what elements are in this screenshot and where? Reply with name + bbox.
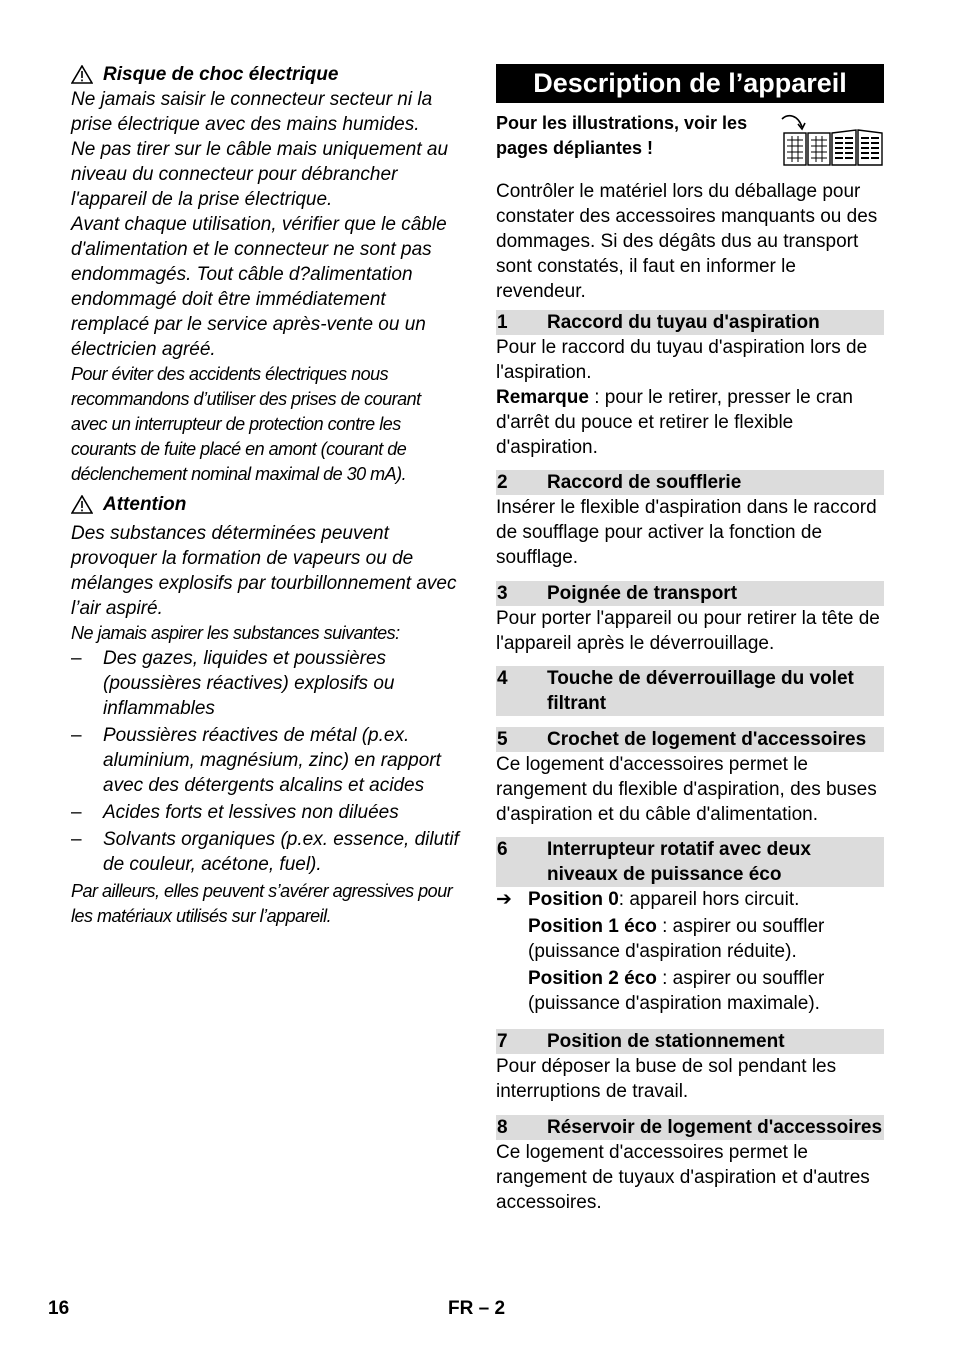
section-heading-6: 6 Interrupteur rotatif avec deux niveaux de puissance éco bbox=[496, 837, 884, 887]
illustrations-text: Pour les illustrations, voir les pages dépliantes ! bbox=[496, 113, 748, 158]
section-2-text: Insérer le flexible d'aspiration dans le raccord de soufflage pour activer la fonction de soufflage. bbox=[496, 497, 877, 568]
dash-mark: – bbox=[71, 802, 82, 823]
section-3-text: Pour porter l'appareil ou pour retirer la tête de l'appareil après le déverrouillage. bbox=[496, 608, 880, 654]
section-heading-8: 8 Réservoir de logement d'accessoires bbox=[497, 1117, 883, 1138]
warning-electric-p4: Pour éviter des accidents électriques nous recommandons d’utiliser des prises de courant avec un interrupteur de protection contre les courants de fuite placé en amont (courant de déclenchement nominal maximal de 30 mA). bbox=[71, 364, 421, 484]
section-5-text: Ce logement d'accessoires permet le rangement du flexible d'aspiration, des buses d'aspiration et du câble d'alimentation. bbox=[496, 754, 877, 825]
section-title: Description de l’appareil bbox=[496, 64, 884, 103]
list-item: – Des gazes, liquides et poussières (poussières réactives) explosifs ou inflammables bbox=[71, 648, 395, 719]
position-2: Position 2 éco : aspirer ou souffler (puissance d'aspiration maximale). bbox=[528, 968, 825, 1014]
dash-mark: – bbox=[71, 725, 82, 746]
list-item: – Solvants organiques (p.ex. essence, dilutif de couleur, acétone, fuel). bbox=[71, 829, 459, 875]
warning-electric-title: Risque de choc électrique bbox=[103, 64, 339, 85]
foldout-pages-icon bbox=[778, 113, 884, 169]
list-item: – Acides forts et lessives non diluées bbox=[71, 802, 399, 823]
section-1-text: Pour le raccord du tuyau d'aspiration lors de l'aspiration. bbox=[496, 337, 868, 383]
left-column bbox=[71, 60, 461, 929]
section-heading-3: 3 Poignée de transport bbox=[496, 581, 884, 606]
arrow-right-icon: ➔ bbox=[496, 889, 512, 910]
attention-intro: Des substances déterminées peuvent provoquer la formation de vapeurs ou de mélanges explosifs par tourbillonnement avec l’air aspiré. bbox=[71, 523, 457, 619]
section-8-text: Ce logement d'accessoires permet le rangement de tuyaux d'aspiration et d'autres accessoires. bbox=[496, 1142, 870, 1213]
warning-attention-title: Attention bbox=[103, 494, 187, 515]
warning-triangle-icon bbox=[71, 495, 93, 514]
warning-electric-p1: Ne jamais saisir le connecteur secteur ni la prise électrique avec des mains humides. bbox=[71, 89, 433, 135]
warning-electric-heading bbox=[71, 62, 461, 87]
section-heading-1: 1 Raccord du tuyau d'aspiration bbox=[496, 310, 884, 335]
section-heading-7: 7 Position de stationnement bbox=[496, 1029, 884, 1054]
warning-attention-heading bbox=[71, 492, 461, 517]
position-1: Position 1 éco : aspirer ou souffler (puissance d'aspiration réduite). bbox=[528, 916, 825, 962]
dash-mark: – bbox=[71, 829, 82, 850]
intro-paragraph: Contrôler le matériel lors du déballage pour constater des accessoires manquants ou des dommages. Si des dégâts dus au transport sont constatés, il faut en informer le revendeur. bbox=[496, 181, 878, 302]
right-column bbox=[496, 64, 884, 1215]
illustrations-note bbox=[496, 111, 884, 181]
section-heading-5: 5 Crochet de logement d'accessoires bbox=[496, 727, 884, 752]
section-heading-4: 4 Touche de déverrouillage du volet filtrant bbox=[496, 666, 884, 716]
attention-outro: Par ailleurs, elles peuvent s’avérer agressives pour les matériaux utilisés sur l’appareil. bbox=[71, 881, 453, 926]
page-number: 16 bbox=[48, 1298, 70, 1319]
list-item: – Poussières réactives de métal (p.ex. aluminium, magnésium, zinc) en rapport avec des détergents alcalins et acides bbox=[71, 725, 441, 796]
position-0: ➔ Position 0: appareil hors circuit. bbox=[496, 889, 800, 910]
warning-triangle-icon bbox=[71, 65, 93, 84]
warning-electric-p2: Ne pas tirer sur le câble mais uniquement au niveau du connecteur pour débrancher l'appareil de la prise électrique. bbox=[71, 139, 449, 210]
warning-electric-p3: Avant chaque utilisation, vérifier que le câble d'alimentation et le connecteur ne sont pas endommagés. Tout câble d?alimentation endommagé doit être immédiatement remplacé par le service après-vente ou un électricien agréé. bbox=[71, 214, 447, 360]
attention-never: Ne jamais aspirer les substances suivantes: bbox=[71, 623, 400, 643]
section-indicator: FR – 2 bbox=[448, 1298, 506, 1319]
substances-list bbox=[71, 646, 461, 877]
dash-mark: – bbox=[71, 648, 82, 669]
section-heading-2: 2 Raccord de soufflerie bbox=[496, 470, 884, 495]
section-1-note: Remarque : pour le retirer, presser le cran d'arrêt du pouce et retirer le flexible d'aspiration. bbox=[496, 387, 853, 458]
section-7-text: Pour déposer la buse de sol pendant les interruptions de travail. bbox=[496, 1056, 837, 1102]
